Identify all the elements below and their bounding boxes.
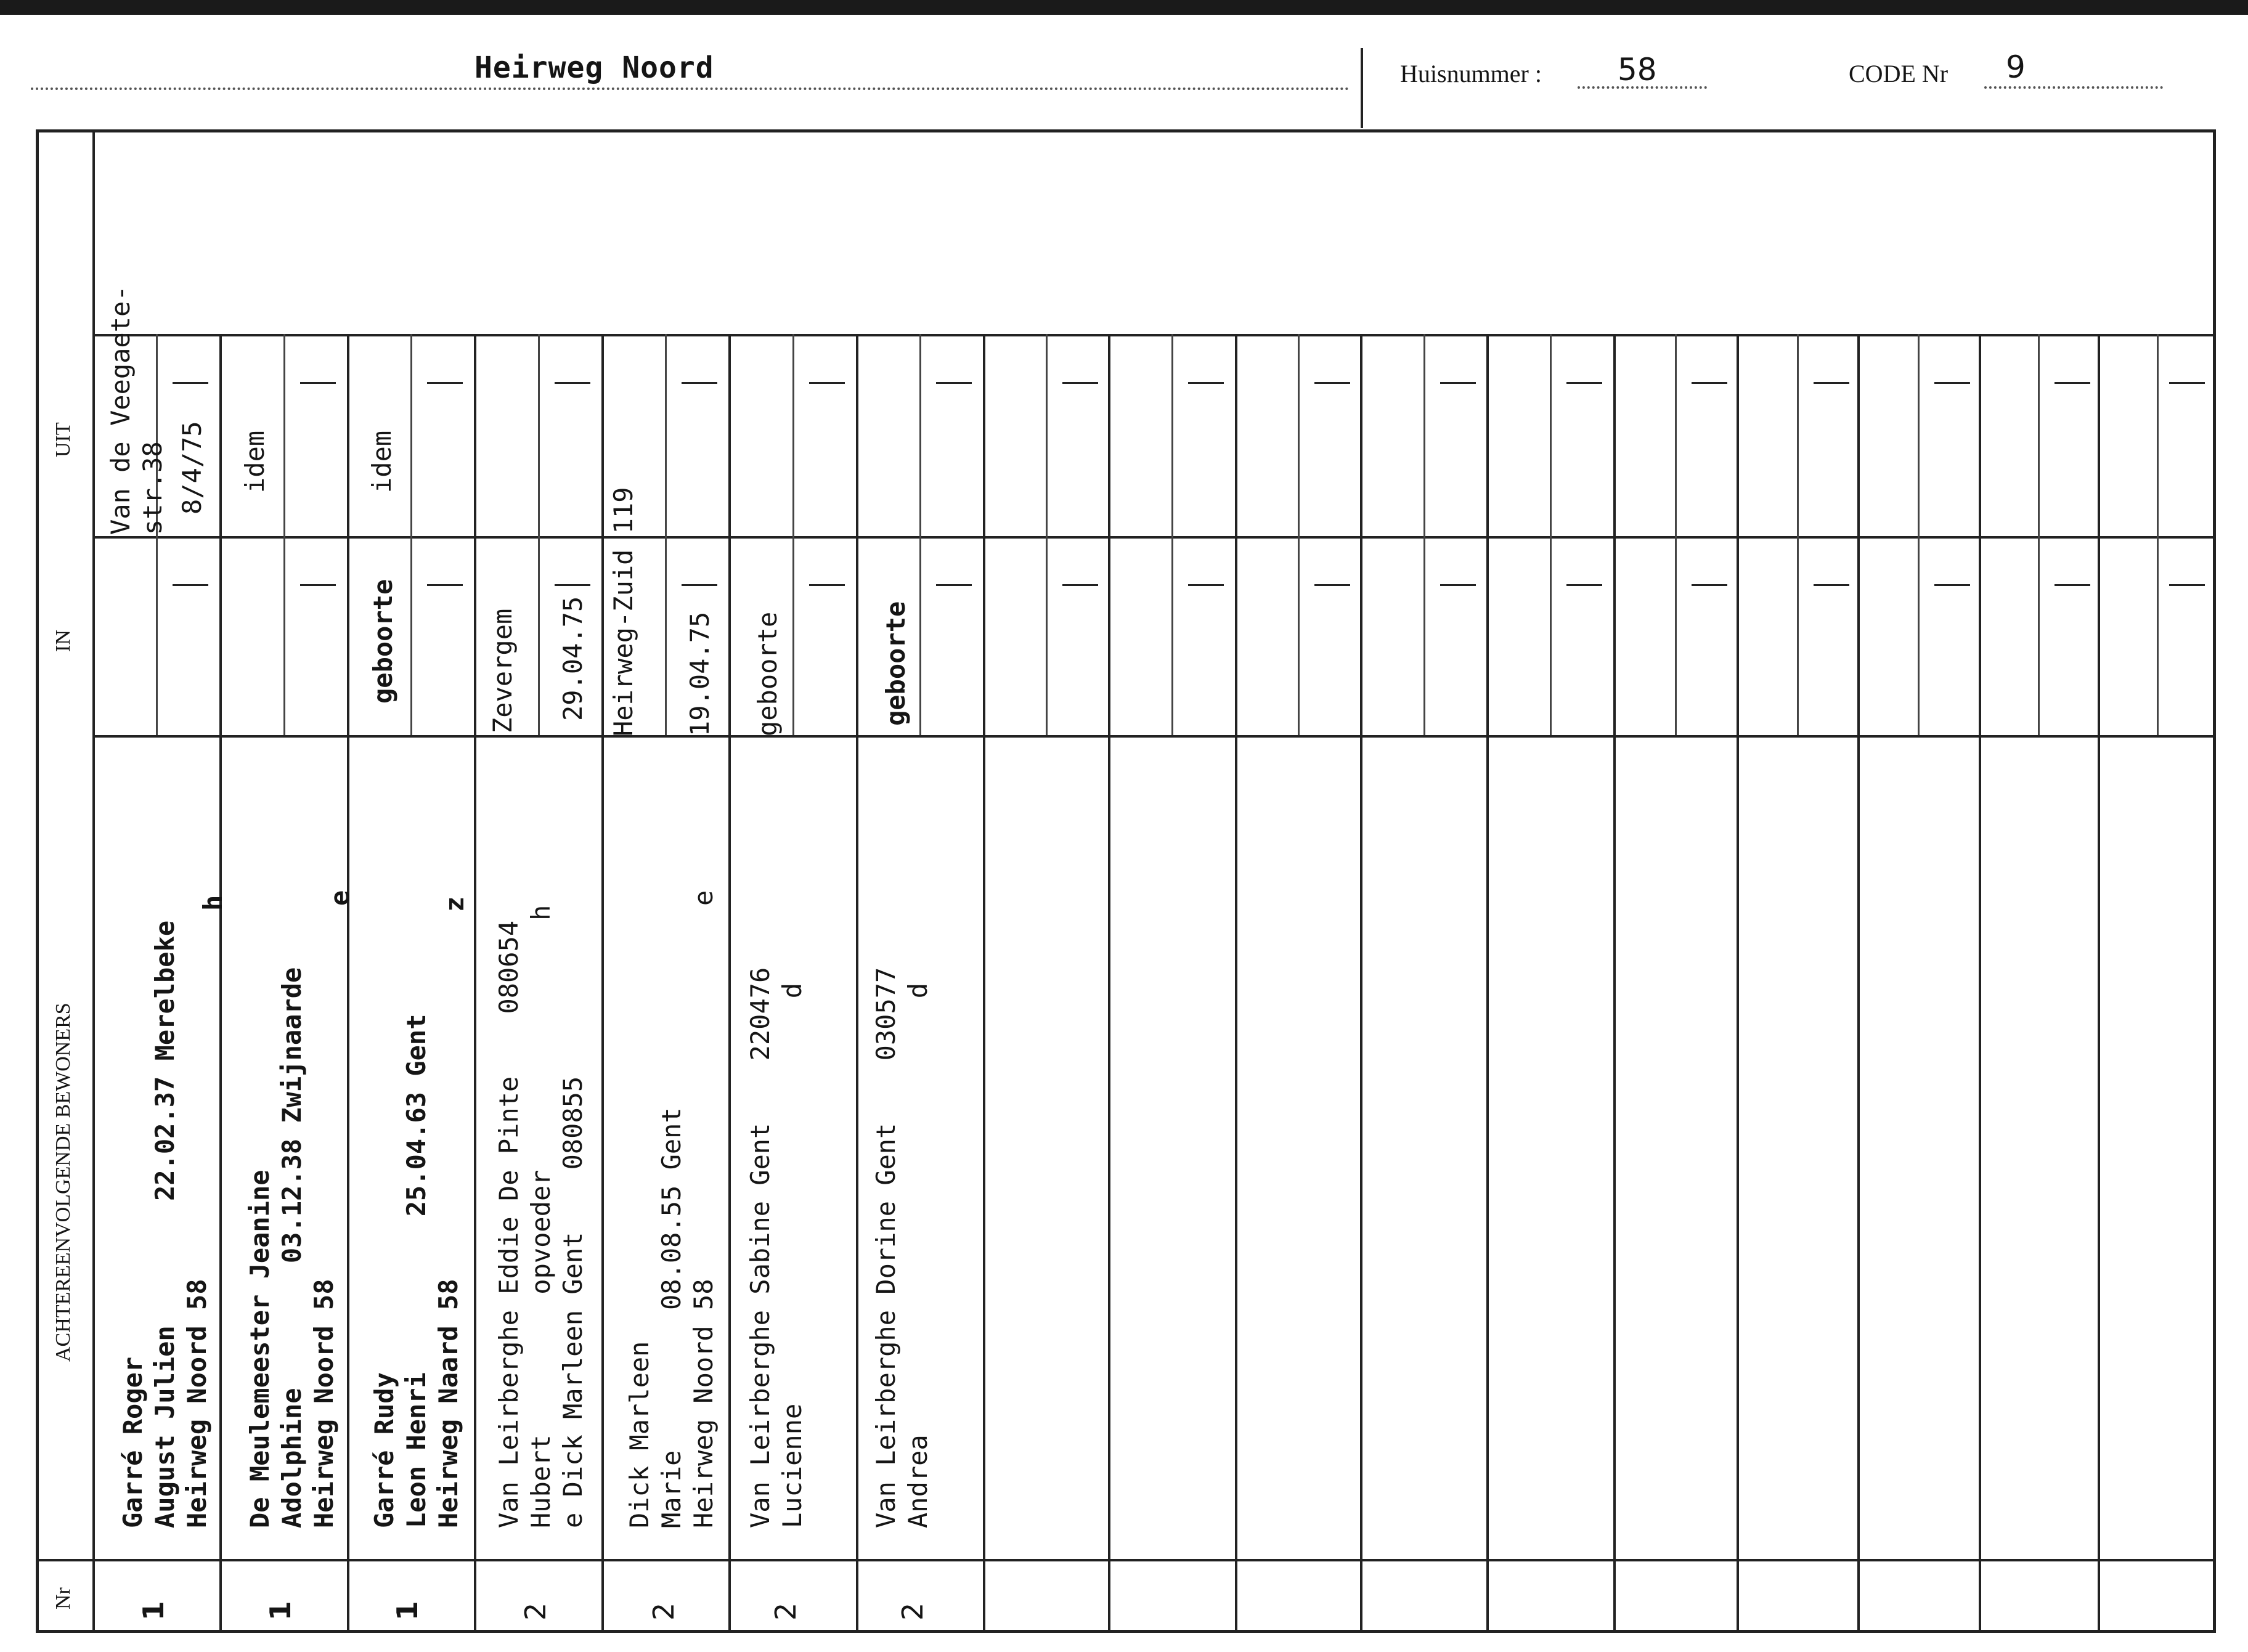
civil-status-code: z	[439, 896, 470, 912]
sub-divider	[665, 334, 667, 735]
entry-number: 1	[264, 1600, 297, 1621]
sub-divider	[919, 334, 921, 735]
column-divider	[1613, 334, 1616, 1633]
in-place: geboorte	[752, 611, 783, 736]
scan-top-border	[0, 0, 2248, 15]
column-divider	[1360, 334, 1362, 1633]
line-in-bewoners	[92, 735, 2216, 738]
blank-dash	[300, 382, 336, 384]
sub-divider	[1797, 334, 1799, 735]
blank-dash	[1314, 584, 1350, 586]
in-date: 19.04.75	[685, 611, 715, 736]
resident-entry: Dick Marleen Marie 08.08.55 Gent Heirweg Noord 58	[624, 1107, 719, 1528]
blank-dash	[1814, 584, 1849, 586]
resident-entry: Van Leirberghe Dorine Gent 030577 Andrea d	[871, 967, 933, 1528]
sub-divider	[2157, 334, 2159, 735]
column-divider	[601, 334, 604, 1633]
column-divider	[474, 334, 476, 1633]
label-column-divider	[92, 129, 95, 1633]
blank-dash	[427, 584, 463, 586]
in-place: Zevergem	[487, 608, 518, 733]
blank-dash	[300, 584, 336, 586]
blank-dash	[1062, 584, 1098, 586]
label-achtereenvolgende-bewoners: ACHTEREENVOLGENDE BEWONERS	[52, 1003, 75, 1362]
resident-entry: De Meulemeester Jeanine Adolphine 03.12.38 Zwijnaarde Heirweg Noord 58	[245, 967, 339, 1528]
register-table	[36, 129, 2216, 1633]
blank-dash	[2055, 584, 2090, 586]
blank-dash	[427, 382, 463, 384]
blank-dash	[936, 584, 972, 586]
code-value: 9	[2006, 49, 2026, 85]
sub-divider	[1423, 334, 1425, 735]
blank-dash	[1062, 382, 1098, 384]
blank-dash	[555, 584, 590, 586]
column-divider	[728, 334, 731, 1633]
uit-place: idem	[367, 430, 397, 493]
resident-entry: Van Leirberghe Eddie De Pinte 080654 Hubert opvoeder h e Dick Marleen Gent 080855	[494, 905, 588, 1528]
blank-dash	[173, 382, 208, 384]
blank-dash	[1566, 382, 1602, 384]
entry-number: 2	[769, 1602, 802, 1621]
sub-divider	[1550, 334, 1552, 735]
column-divider	[1979, 334, 1981, 1633]
street-dotted-line	[31, 87, 1350, 90]
blank-dash	[682, 382, 717, 384]
huisnummer-value: 58	[1618, 52, 1657, 87]
blank-dash	[1692, 584, 1727, 586]
entry-number: 1	[137, 1600, 170, 1621]
resident-entry: Van Leirberghe Sabine Gent 220476 Lucienne d	[745, 967, 807, 1528]
column-divider	[2098, 334, 2100, 1633]
entry-number: 2	[647, 1602, 680, 1621]
blank-dash	[1188, 584, 1224, 586]
sub-divider	[2038, 334, 2040, 735]
blank-dash	[555, 382, 590, 384]
uit-date: 8/4/75	[177, 421, 207, 515]
huisnummer-label: Huisnummer :	[1400, 60, 1542, 87]
huisnummer-dotted-line	[1578, 86, 1707, 89]
civil-status-code: e	[325, 890, 355, 906]
line-bewoners-nr	[36, 1559, 2216, 1561]
resident-entry: Garré Roger August Julien 22.02.37 Merelbeke Heirweg Noord 58	[118, 920, 212, 1528]
blank-dash	[2055, 382, 2090, 384]
entry-number: 1	[391, 1600, 424, 1621]
header-separator	[1361, 48, 1363, 128]
sub-divider	[1046, 334, 1048, 735]
civil-status-code: e	[688, 890, 719, 906]
blank-dash	[1934, 382, 1970, 384]
column-divider	[347, 334, 349, 1633]
in-place: Heirweg-Zuid 119	[608, 487, 638, 736]
sub-divider	[283, 334, 285, 735]
blank-dash	[809, 584, 845, 586]
sub-divider	[1298, 334, 1300, 735]
column-divider	[1108, 334, 1110, 1633]
sub-divider	[1171, 334, 1173, 735]
uit-place: idem	[240, 430, 270, 493]
code-dotted-line	[1984, 86, 2163, 89]
label-nr: Nr	[52, 1587, 75, 1609]
blank-dash	[936, 382, 972, 384]
blank-dash	[1692, 382, 1727, 384]
in-place: geboorte	[368, 579, 398, 704]
blank-dash	[2169, 584, 2205, 586]
label-in: IN	[52, 630, 75, 652]
blank-dash	[1440, 584, 1476, 586]
sub-divider	[410, 334, 412, 735]
column-divider	[1857, 334, 1860, 1633]
entry-number: 2	[519, 1602, 552, 1621]
code-label: CODE Nr	[1849, 60, 1949, 87]
blank-dash	[173, 584, 208, 586]
column-divider	[1737, 334, 1739, 1633]
blank-dash	[682, 584, 717, 586]
street-name: Heirweg Noord	[474, 51, 714, 85]
sub-divider	[1675, 334, 1677, 735]
blank-dash	[1814, 382, 1849, 384]
entry-number: 2	[896, 1602, 929, 1621]
sub-divider	[1918, 334, 1920, 735]
blank-dash	[1188, 382, 1224, 384]
sub-divider	[538, 334, 540, 735]
column-divider	[856, 334, 858, 1633]
blank-dash	[1934, 584, 1970, 586]
column-divider	[1486, 334, 1489, 1633]
blank-dash	[1314, 382, 1350, 384]
column-divider	[1235, 334, 1237, 1633]
column-divider	[983, 334, 985, 1633]
column-divider	[219, 334, 222, 1633]
resident-entry: Garré Rudy Leon Henri 25.04.63 Gent Heirweg Naard 58	[369, 1014, 463, 1528]
uit-place: Van de Veegaete- str.38	[105, 285, 168, 535]
civil-status-code: h	[198, 895, 228, 911]
sub-divider	[792, 334, 794, 735]
in-date: 29.04.75	[558, 596, 588, 721]
blank-dash	[1566, 584, 1602, 586]
blank-dash	[2169, 382, 2205, 384]
label-uit: UIT	[52, 422, 75, 457]
blank-dash	[1440, 382, 1476, 384]
in-place: geboorte	[881, 601, 911, 726]
blank-dash	[809, 382, 845, 384]
